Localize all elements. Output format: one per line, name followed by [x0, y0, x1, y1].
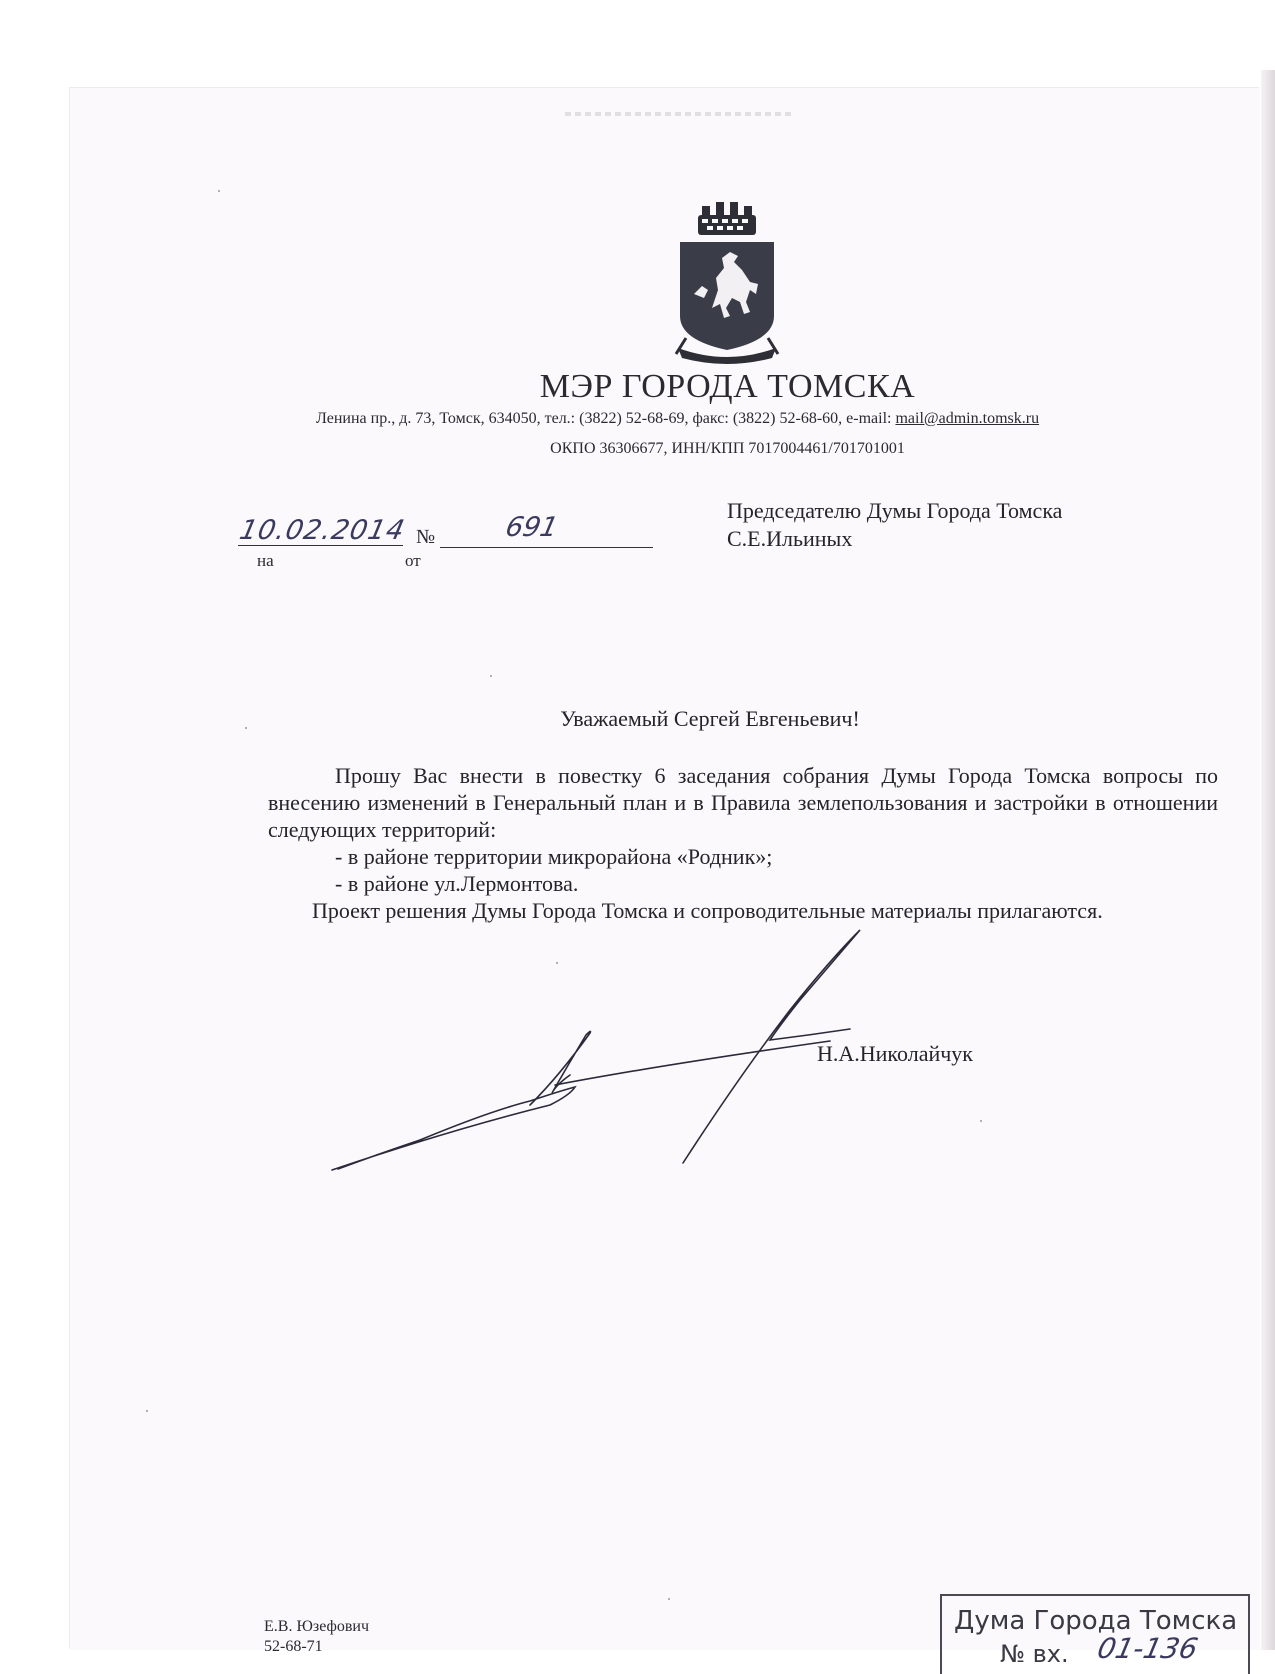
incoming-stamp	[940, 1594, 1250, 1674]
registration-date: 10.02.2014	[236, 515, 408, 546]
label-na: на	[257, 551, 274, 570]
scan-artifact	[565, 112, 795, 116]
letterhead-codes: ОКПО 36306677, ИНН/КПП 7017004461/701701001	[550, 440, 905, 457]
executor-phone: 52-68-71	[264, 1638, 323, 1655]
number-underline	[440, 547, 653, 548]
scan-speck	[146, 1410, 148, 1412]
executor-name: Е.В. Юзефович	[264, 1618, 370, 1635]
scan-edge-shadow	[1261, 70, 1275, 1650]
letter-paragraph: Прошу Вас внести в повестку 6 заседания собрания Думы Города Томска вопросы по внесению изменений в Генеральный план и в Правила землепользования и застройки в отношении следующих территорий:	[268, 763, 1218, 842]
tomsk-coat-of-arms-icon	[672, 198, 782, 366]
registration-number: 691	[502, 512, 561, 543]
stamp-incoming-label: № вх.	[1000, 1640, 1069, 1668]
list-item: - в районе территории микрорайона «Родник»;	[335, 844, 773, 869]
letterhead-email: mail@admin.tomsk.ru	[895, 410, 1040, 427]
number-label: №	[416, 526, 436, 548]
letter-body	[268, 762, 1218, 924]
scan-speck	[556, 962, 558, 964]
letterhead-address: Ленина пр., д. 73, Томск, 634050, тел.: (3822) 52-68-69, факс: (3822) 52-68-60, e-mail: mail@admin.tomsk.ru	[316, 410, 1040, 427]
scan-speck	[980, 1120, 982, 1122]
addressee-line-2: С.Е.Ильиных	[727, 526, 853, 551]
list-item: - в районе ул.Лермонтова.	[335, 871, 579, 896]
scan-speck	[490, 675, 492, 677]
scan-speck	[218, 190, 220, 192]
letterhead-title: МЭР ГОРОДА ТОМСКА	[539, 368, 916, 405]
stamp-incoming-number: 01-136	[1094, 1632, 1201, 1665]
letter-closing: Проект решения Думы Города Томска и сопроводительные материалы прилагаются.	[312, 898, 1103, 923]
signer-name: Н.А.Николайчук	[817, 1041, 973, 1066]
scan-speck	[245, 727, 247, 729]
executor-block	[264, 1617, 369, 1657]
date-underline	[238, 545, 403, 546]
label-ot: от	[405, 551, 421, 570]
salutation: Уважаемый Сергей Евгеньевич!	[560, 706, 860, 731]
scan-speck	[668, 1598, 670, 1600]
addressee-block	[727, 497, 1062, 553]
addressee-line-1: Председателю Думы Города Томска	[727, 498, 1063, 523]
stamp-title: Дума Города Томска	[954, 1606, 1238, 1636]
